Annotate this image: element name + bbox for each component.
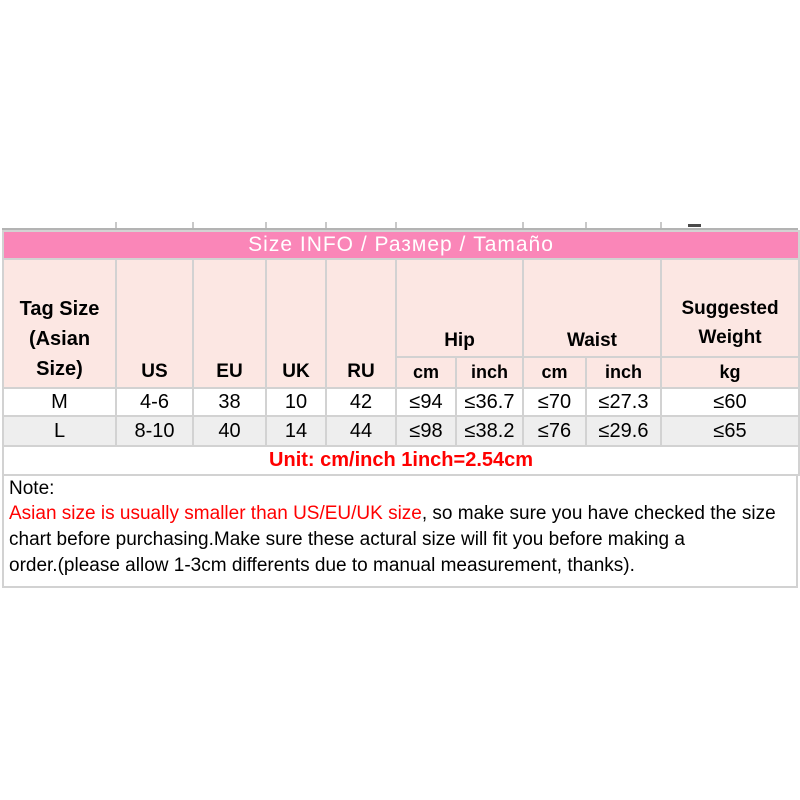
sub-header-waist-inch: inch — [586, 357, 661, 388]
gridline-tick — [395, 222, 397, 228]
group-header-suggested-weight: Suggested Weight — [661, 259, 799, 357]
gridline-tick — [115, 222, 117, 228]
cell-hip-inch: ≤36.7 — [456, 388, 523, 416]
cell-eu: 40 — [193, 416, 266, 446]
header-row-groups — [3, 259, 799, 357]
size-chart-sheet — [2, 221, 798, 588]
note-box — [2, 476, 798, 588]
cell-us: 8-10 — [116, 416, 193, 446]
cell-ru: 42 — [326, 388, 396, 416]
group-header-hip: Hip — [396, 259, 523, 357]
cell-weight: ≤65 — [661, 416, 799, 446]
table-row-size-m — [3, 388, 799, 416]
sub-header-waist-cm: cm — [523, 357, 586, 388]
table-row-size-l — [3, 416, 799, 446]
note-line-1 — [9, 501, 791, 527]
cell-waist-cm: ≤76 — [523, 416, 586, 446]
col-header-tag-size — [3, 259, 116, 388]
tag-size-line3: Size) — [36, 358, 83, 380]
cell-ru: 44 — [326, 416, 396, 446]
cell-tag: L — [3, 416, 116, 446]
tag-size-line1: Tag Size — [19, 298, 100, 320]
size-table — [2, 230, 800, 476]
note-line1-red-text: Asian size is usually smaller than US/EU/UK size — [9, 503, 422, 524]
note-line-2: chart before purchasing.Make sure these actural size will fit you before making a — [9, 529, 685, 550]
gridline-tick — [325, 222, 327, 228]
col-header-uk: UK — [266, 259, 326, 388]
cell-waist-cm: ≤70 — [523, 388, 586, 416]
cell-weight: ≤60 — [661, 388, 799, 416]
note-line-3: order.(please allow 1-3cm differents due to manual measurement, thanks). — [9, 555, 635, 576]
cell-uk: 10 — [266, 388, 326, 416]
gridline-tick — [585, 222, 587, 228]
cell-us: 4-6 — [116, 388, 193, 416]
note-line1-black-text: , so make sure you have checked the size — [421, 503, 776, 524]
cell-uk: 14 — [266, 416, 326, 446]
cell-waist-inch: ≤29.6 — [586, 416, 661, 446]
cell-eu: 38 — [193, 388, 266, 416]
cell-hip-cm: ≤94 — [396, 388, 456, 416]
crop-artifact — [688, 224, 701, 227]
col-header-eu: EU — [193, 259, 266, 388]
col-header-ru: RU — [326, 259, 396, 388]
sub-header-hip-inch: inch — [456, 357, 523, 388]
unit-note: Unit: cm/inch 1inch=2.54cm — [3, 446, 799, 475]
cell-waist-inch: ≤27.3 — [586, 388, 661, 416]
gridline-tick — [192, 222, 194, 228]
unit-row — [3, 446, 799, 475]
gridline-tick — [265, 222, 267, 228]
tag-size-line2: (Asian — [28, 328, 91, 350]
table-title-row — [3, 231, 799, 259]
group-header-waist: Waist — [523, 259, 661, 357]
cell-hip-cm: ≤98 — [396, 416, 456, 446]
cell-hip-inch: ≤38.2 — [456, 416, 523, 446]
col-header-us: US — [116, 259, 193, 388]
sub-header-hip-cm: cm — [396, 357, 456, 388]
note-label: Note: — [9, 478, 55, 499]
sheet-top-gridline — [2, 221, 798, 230]
table-title: Size INFO / Размер / Tamaño — [3, 231, 799, 259]
gridline-tick — [660, 222, 662, 228]
cell-tag: M — [3, 388, 116, 416]
gridline-tick — [522, 222, 524, 228]
sub-header-weight-kg: kg — [661, 357, 799, 388]
